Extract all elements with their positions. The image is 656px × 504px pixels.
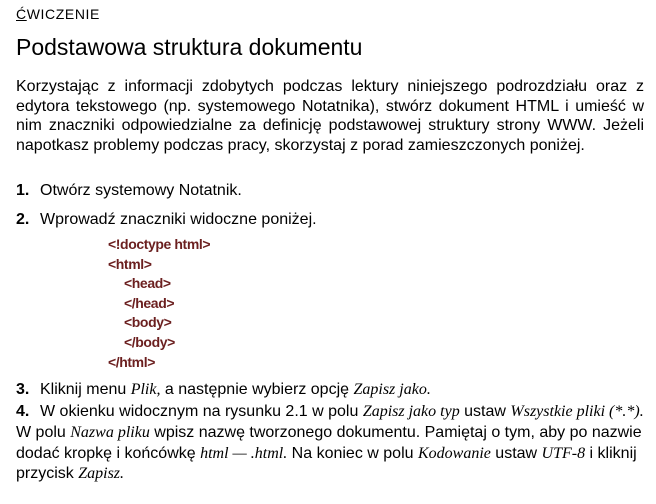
value-wszystkie-pliki: Wszystkie pliki (*.*). bbox=[510, 403, 644, 420]
field-name-zapisz-jako-typ: Zapisz jako typ bbox=[362, 403, 460, 420]
code-line: </html> bbox=[108, 353, 155, 370]
field-name-kodowanie: Kodowanie bbox=[417, 444, 491, 462]
section-label bbox=[16, 6, 100, 22]
step-4-text: wpisz nazwę tworzonego dokumentu. Pamiętaj o tym, aby po nazwie dodać kropkę i końcówkę bbox=[16, 423, 642, 462]
code-line: </head> bbox=[124, 294, 175, 311]
step-3-number: 3. bbox=[16, 381, 30, 398]
step-4-text: Na koniec w polu bbox=[287, 444, 418, 462]
code-line: <body> bbox=[124, 314, 172, 331]
step-4-text: ustaw bbox=[459, 403, 511, 420]
step-4-text: W polu bbox=[16, 423, 71, 441]
button-name-zapisz: Zapisz. bbox=[78, 465, 125, 483]
code-line: </body> bbox=[124, 333, 175, 350]
section-label-first-letter: Ć bbox=[16, 6, 27, 22]
step-1-number: 1. bbox=[16, 182, 30, 199]
code-line: <html> bbox=[108, 255, 152, 272]
step-2-number: 2. bbox=[16, 211, 30, 228]
section-label-rest: WICZENIE bbox=[26, 6, 100, 22]
code-line: <head> bbox=[124, 275, 171, 292]
step-1 bbox=[16, 181, 646, 201]
value-utf-8: UTF-8 bbox=[541, 444, 586, 462]
step-4 bbox=[16, 402, 644, 485]
code-listing bbox=[108, 235, 210, 372]
step-3-text: Kliknij menu bbox=[40, 381, 131, 398]
step-2-text: Wprowadź znaczniki widoczne poniżej. bbox=[40, 211, 317, 228]
intro-paragraph: Korzystając z informacji zdobytych podczas lektury niniejszego podrozdziału oraz z edytora tekstowego (np. systemowego Notatnika), stwórz dokument HTML i umieść w nim znaczniki odpowiedzialne za definicję podstawowej struktury strony WWW. Jeżeli napotkasz problemy podczas pracy, skorzystaj z porad zamieszczonych poniżej. bbox=[16, 78, 644, 154]
value-html-extension: html — .html. bbox=[200, 444, 288, 462]
menu-name-plik: Plik, bbox=[130, 381, 161, 398]
step-2 bbox=[16, 210, 646, 230]
step-3-text: a następnie wybierz opcję bbox=[160, 381, 354, 398]
step-4-text: W okienku widocznym na rysunku 2.1 w polu bbox=[40, 403, 363, 420]
code-line: <!doctype html> bbox=[108, 236, 211, 252]
option-name-zapisz-jako: Zapisz jako. bbox=[353, 381, 431, 398]
step-4-text: i kliknij przycisk bbox=[16, 444, 637, 483]
step-3 bbox=[16, 380, 646, 400]
step-4-text: ustaw bbox=[490, 444, 542, 462]
step-1-text: Otwórz systemowy Notatnik. bbox=[40, 182, 242, 199]
page-title: Podstawowa struktura dokumentu bbox=[16, 34, 363, 60]
field-name-nazwa-pliku: Nazwa pliku bbox=[70, 423, 150, 441]
step-4-number: 4. bbox=[16, 403, 30, 420]
